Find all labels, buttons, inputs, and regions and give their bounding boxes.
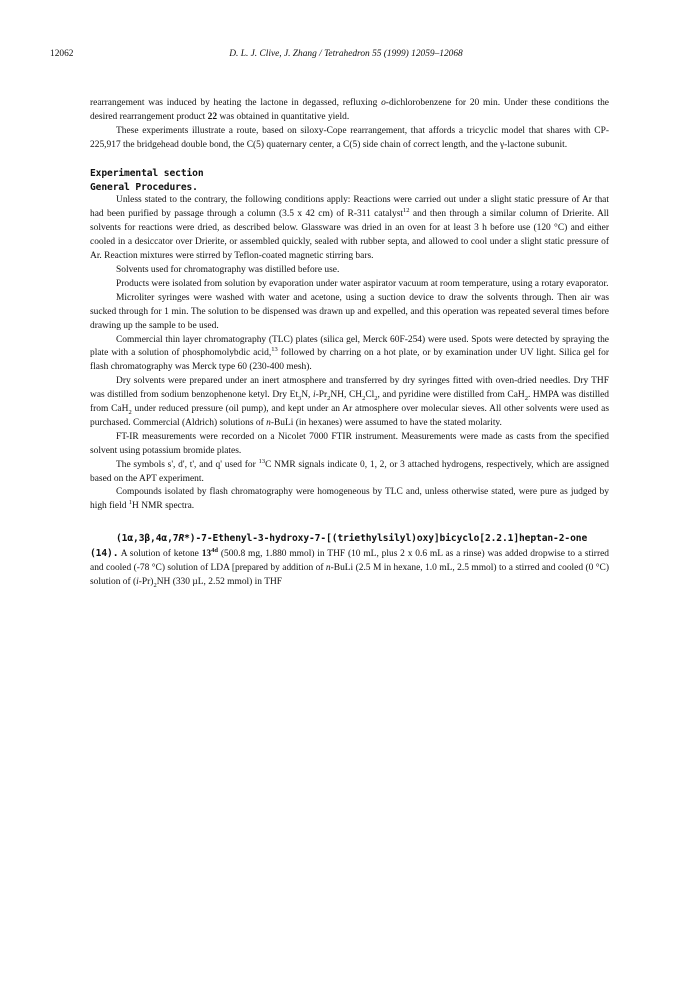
paragraph-tlc: Commercial thin layer chromatography (TLC) plates (silica gel, Merck 60F-254) were used. Spots were detected by spraying the plate with a solution of phosphomolybdic acid,$^{13}$ followed by charring on a hot plate, or by examination under UV light. Silica gel for flash chromatography was Merck type 60 (230-400 mesh).: [90, 334, 609, 373]
page-header: [0, 47, 692, 61]
paragraph-ftir: FT-IR measurements were recorded on a Nicolet 7000 FTIR instrument. Measurements were made as casts from the specified solvent using potassium bromide plates.: [90, 431, 609, 456]
article-body: [90, 97, 609, 590]
subsection-heading-general: General Procedures.: [90, 181, 198, 193]
paragraph-rearrangement: rearrangement was induced by heating the lactone in degassed, refluxing o-dichlorobenzene for 20 min. Under these conditions the desired rearrangement product 22 was obtained in quantitative yield.: [90, 98, 609, 122]
running-head: D. L. J. Clive, J. Zhang / Tetrahedron 55 (1999) 12059–12068: [229, 49, 463, 59]
paragraph-compound-14: (1α,3β,4α,7R*)-7-Ethenyl-3-hydroxy-7-[(triethylsilyl)oxy]bicyclo[2.2.1]heptan-2-one (14). A solution of ketone $13^{4d}$ (500.8 mg, 1.880 mmol) in THF (10 mL, plus 2 x 0.6 mL as a rinse) was added dropwise to a stirred and cooled (-78 °C) solution of LDA [prepared by addition of n-BuLi (2.5 M in hexane, 1.0 mL, 2.5 mmol) to a stirred and cooled (0 °C) solution of $(i-Pr)_2NH$ (330 µL, 2.52 mmol) in THF: [90, 533, 609, 589]
page-number: 12062: [50, 49, 74, 59]
paragraph-product-isolation: Products were isolated from solution by evaporation under water aspirator vacuum at room temperature, using a rotary evaporator.: [116, 278, 609, 289]
paragraph-chromatography-solvents: Solvents used for chromatography was distilled before use.: [116, 264, 340, 275]
compound-heading: (1α,3β,4α,7: [116, 533, 179, 545]
paragraph-syringes: Microliter syringes were washed with water and acetone, using a suction device to draw the solvents through. Then air was sucked through for 1 min. The solution to be dispensed was drawn up and expelled, and this operation was repeated several times before drawing up the sample to be used.: [90, 292, 609, 331]
paragraph-dry-solvents: Dry solvents were prepared under an inert atmosphere and transferred by dry syringes fitted with oven-dried needles. Dry THF was distilled from sodium benzophenone ketyl. Dry $Et_3N$, $i-Pr_2NH$, $CH_2Cl_2$, and pyridine were distilled from CaH$_2$. HMPA was distilled from CaH$_2$ under reduced pressure (oil pump), and kept under an Ar atmosphere over molecular sieves. All other solvents were used as purchased. Commercial (Aldrich) solutions of n-BuLi (in hexanes) were assumed to have the stated molarity.: [90, 376, 609, 428]
paragraph-nmr-symbols: The symbols s', d', t', and q' used for $^{13}$C NMR signals indicate 0, 1, 2, or 3 attached hydrogens, respectively, which are assigned based on the APT experiment.: [90, 457, 609, 484]
paragraph-conclusion: These experiments illustrate a route, based on siloxy-Cope rearrangement, that affords a tricyclic model that shares with CP-225,917 the bridgehead double bond, the C(5) quaternary center, a C(5) side chain of correct length, and the γ-lactone subunit.: [90, 125, 609, 150]
section-heading-experimental: Experimental section: [90, 167, 204, 179]
paragraph-purity: Compounds isolated by flash chromatography were homogeneous by TLC and, unless otherwise stated, were pure as judged by high field $^1$H NMR spectra.: [90, 487, 609, 512]
paragraph-conditions: Unless stated to the contrary, the following conditions apply: Reactions were carried out under a slight static pressure of Ar that had been purified by passage through a column (3.5 x 42 cm) of R-311 catalyst$^{12}$ and then through a similar column of Drierite. All solvents for reactions were dried, as described below. Glassware was dried in an oven for at least 3 h before use (120 °C) and either cooled in a desiccator over Drierite, or assembled quickly, sealed with rubber septa, and allowed to cool under a slight static pressure of Ar. Reaction mixtures were stirred by Teflon-coated magnetic stirring bars.: [90, 195, 610, 262]
